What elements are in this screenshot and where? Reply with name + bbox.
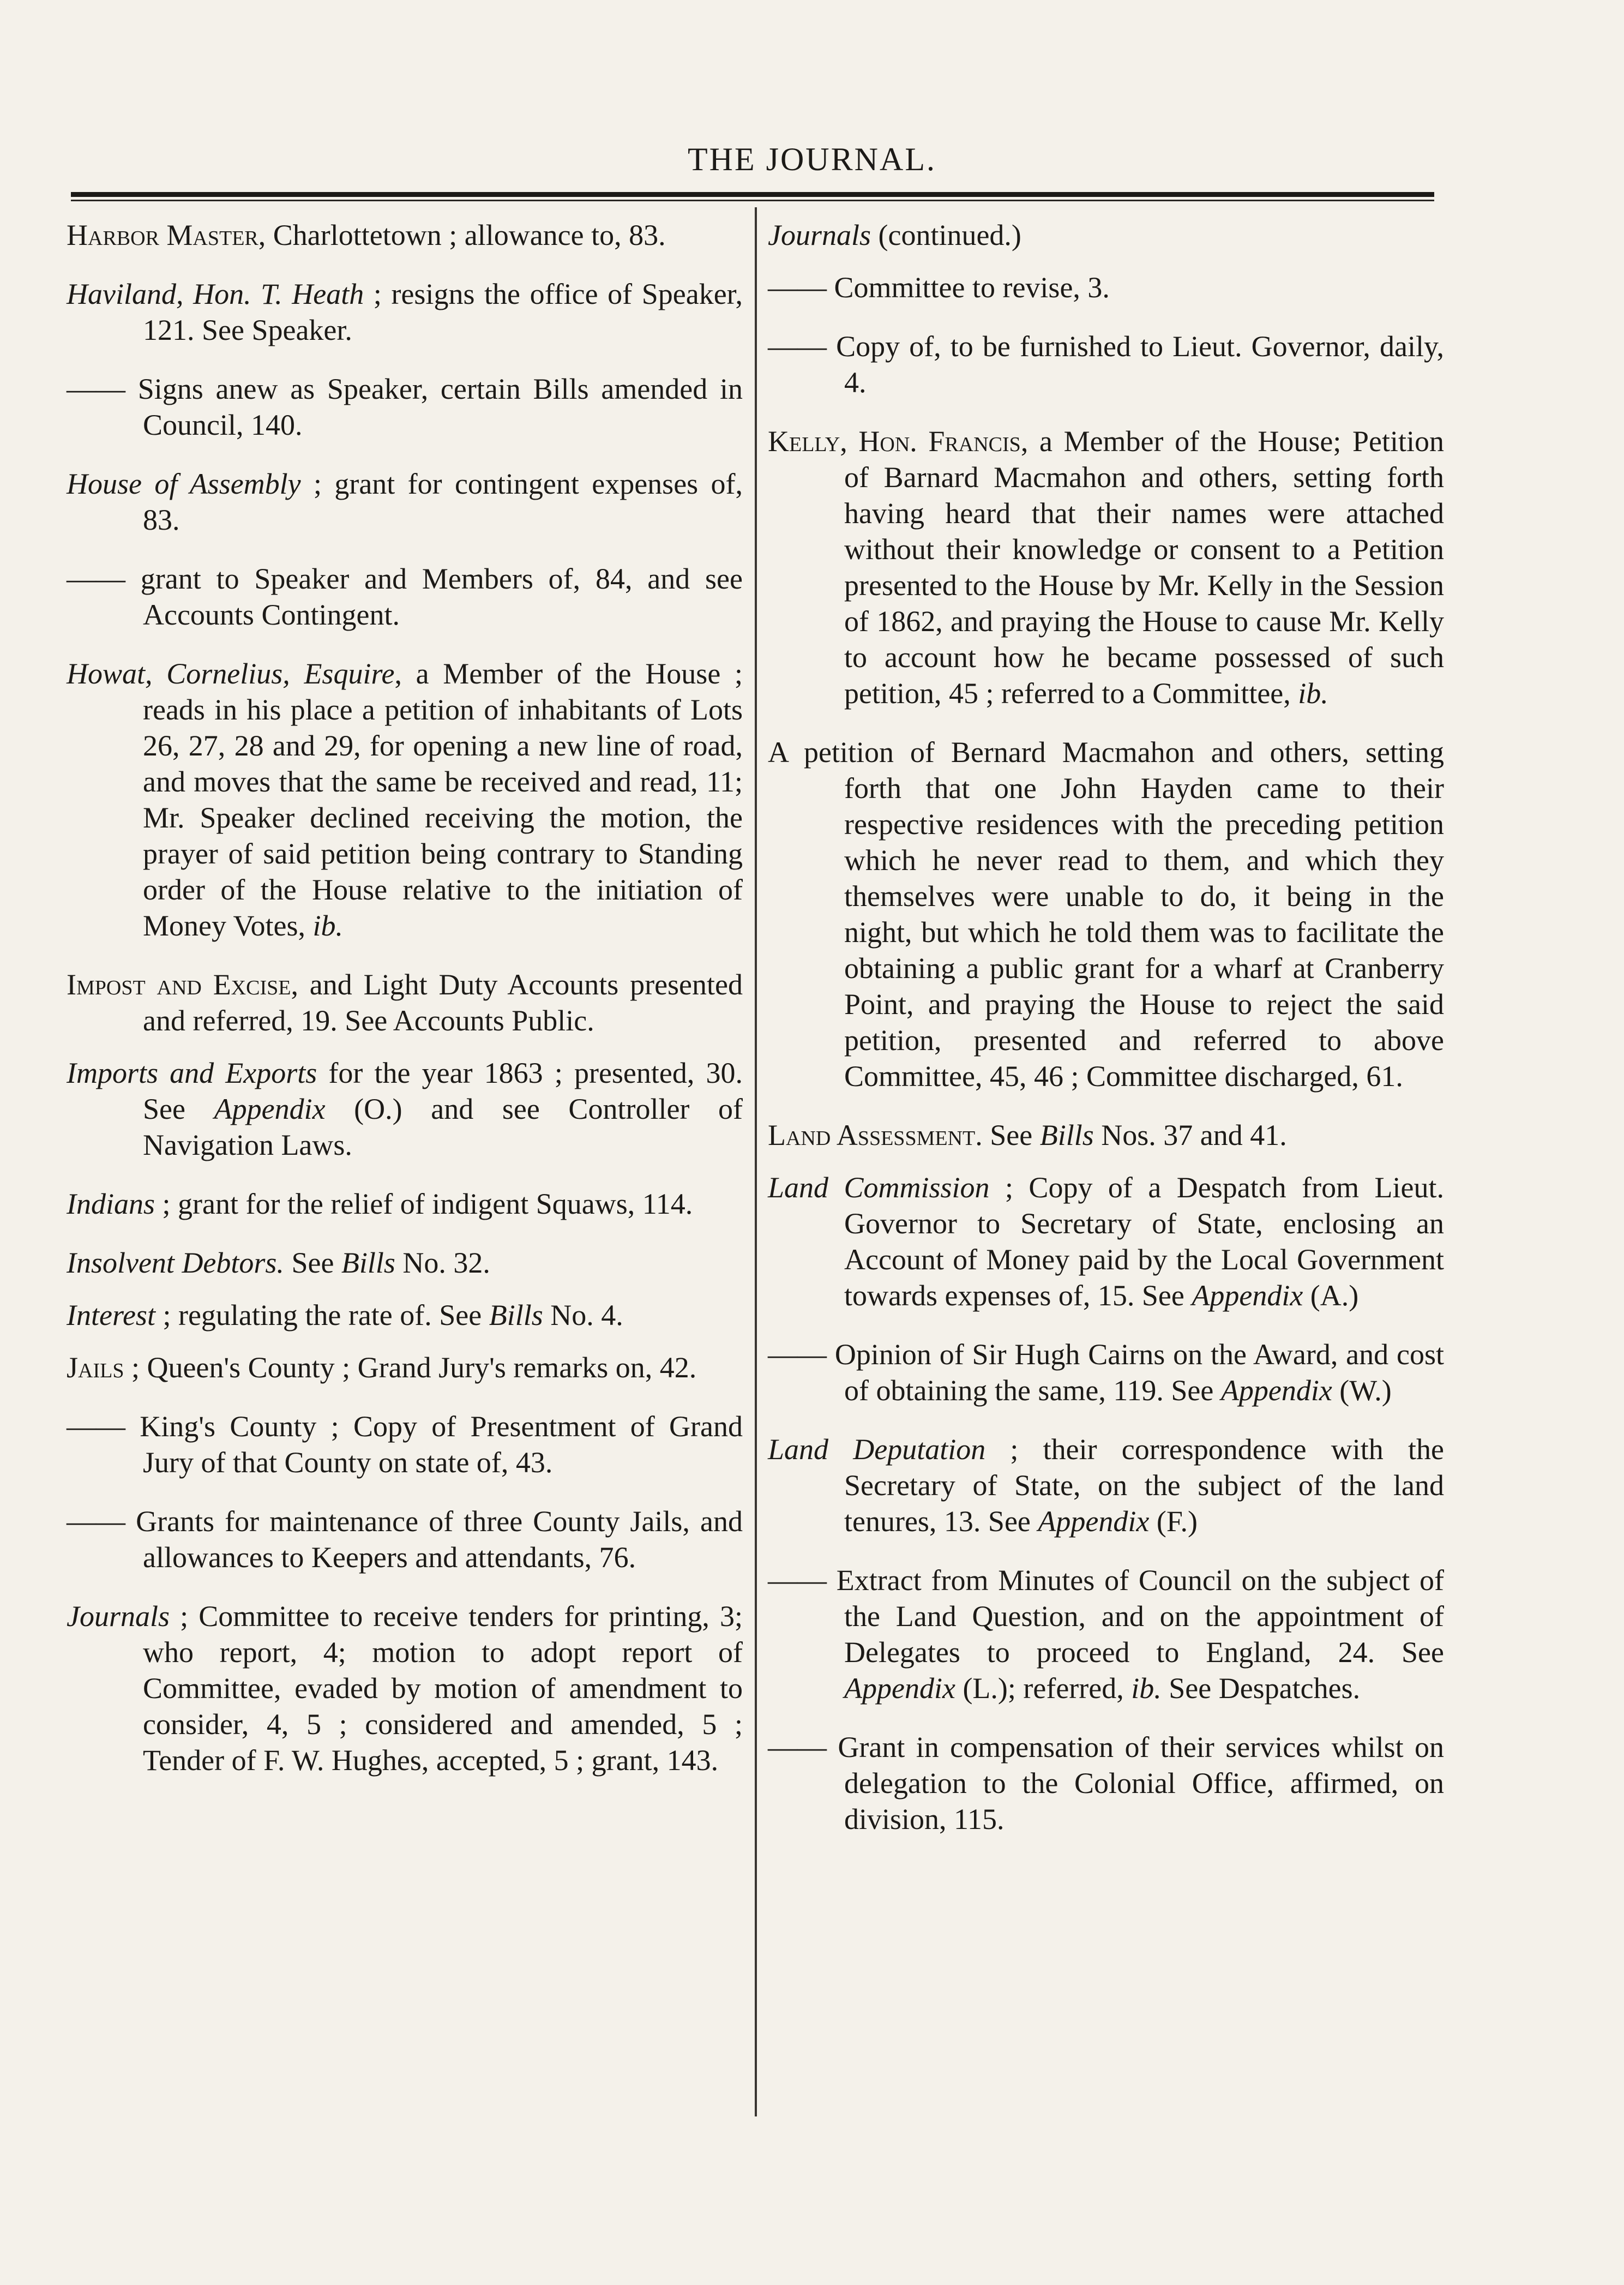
- index-entry-jails: Jails ; Queen's County ; Grand Jury's remarks on, 42.: [67, 1351, 697, 1384]
- index-entry-insolvent-debtors: Insolvent Debtors. See Bills No. 32.: [67, 1246, 490, 1279]
- index-entry-jails-grants: —— Grants for maintenance of three County Jails, and allowances to Keepers and attendants, 76.: [67, 1505, 743, 1574]
- right-column: [768, 217, 1444, 1860]
- index-entry-jails-kings-county: —— King's County ; Copy of Presentment of Grand Jury of that County on state of, 43.: [67, 1410, 743, 1479]
- index-entry-land-commission-opinion: —— Opinion of Sir Hugh Cairns on the Award, and cost of obtaining the same, 119. See Appendix (W.): [768, 1338, 1444, 1407]
- index-entry-harbor-master: Harbor Master, Charlottetown ; allowance to, 83.: [67, 219, 666, 251]
- index-entry-indians: Indians ; grant for the relief of indigent Squaws, 114.: [67, 1188, 693, 1220]
- index-entry-interest: Interest ; regulating the rate of. See Bills No. 4.: [67, 1299, 623, 1332]
- index-entry-kelly: Kelly, Hon. Francis, a Member of the House; Petition of Barnard Macmahon and others, setting forth having heard that their names were attached without their knowledge or consent to a Petition presented to the House by Mr. Kelly in the Session of 1862, and praying the House to cause Mr. Kelly to account how he became possessed of such petition, 45 ; referred to a Committee, ib.: [768, 425, 1444, 710]
- index-entry-land-assessment: Land Assessment. See Bills Nos. 37 and 41.: [768, 1119, 1287, 1152]
- index-entry-land-commission: Land Commission ; Copy of a Despatch from Lieut. Governor to Secretary of State, enclosing an Account of Money paid by the Local Government towards expenses of, 15. See Appendix (A.): [768, 1171, 1444, 1312]
- index-entry-haviland: Haviland, Hon. T. Heath ; resigns the office of Speaker, 121. See Speaker.: [67, 278, 743, 346]
- left-column: [67, 217, 743, 1801]
- index-entry-land-deputation-extract: —— Extract from Minutes of Council on the subject of the Land Question, and on the appointment of Delegates to proceed to England, 24. See Appendix (L.); referred, ib. See Despatches.: [768, 1564, 1444, 1705]
- index-entry-howat: Howat, Cornelius, Esquire, a Member of the House ; reads in his place a petition of inhabitants of Lots 26, 27, 28 and 29, for opening a new line of road, and moves that the same be received and read, 11; Mr. Speaker declined receiving the motion, the prayer of said petition being contrary to Standing order of the House relative to the initiation of Money Votes, ib.: [67, 657, 743, 942]
- page-title: THE JOURNAL.: [688, 141, 936, 177]
- index-entry-haviland-signs: —— Signs anew as Speaker, certain Bills amended in Council, 140.: [67, 373, 743, 441]
- index-entry-journals-copy: —— Copy of, to be furnished to Lieut. Governor, daily, 4.: [768, 330, 1444, 399]
- index-entry-imports-exports: Imports and Exports for the year 1863 ; presented, 30. See Appendix (O.) and see Controller of Navigation Laws.: [67, 1057, 743, 1161]
- index-entry-journals-continued: Journals (continued.): [768, 219, 1021, 251]
- column-divider: [755, 207, 757, 2116]
- index-entry-house-of-assembly: House of Assembly ; grant for contingent expenses of, 83.: [67, 467, 743, 536]
- index-entry-land-deputation-grant: —— Grant in compensation of their services whilst on delegation to the Colonial Office, affirmed, on division, 115.: [768, 1731, 1444, 1836]
- index-entry-impost-excise: Impost and Excise, and Light Duty Accounts presented and referred, 19. See Accounts Public.: [67, 968, 743, 1037]
- index-entry-land-deputation: Land Deputation ; their correspondence with the Secretary of State, on the subject of the land tenures, 13. See Appendix (F.): [768, 1433, 1444, 1538]
- header-rule-thin: [71, 200, 1434, 201]
- header-rule-thick: [71, 192, 1434, 197]
- index-entry-journals: Journals ; Committee to receive tenders for printing, 3; who report, 4; motion to adopt report of Committee, evaded by motion of amendment to consider, 4, 5 ; considered and amended, 5 ; Tender of F. W. Hughes, accepted, 5 ; grant, 143.: [67, 1600, 743, 1777]
- index-entry-house-grant: —— grant to Speaker and Members of, 84, and see Accounts Contingent.: [67, 562, 743, 631]
- index-entry-macmahon-petition: A petition of Bernard Macmahon and others, setting forth that one John Hayden came to their respective residences with the preceding petition which he never read to them, and which they themselves were unable to do, it being in the night, but which he told them was to facilitate the obtaining a public grant for a wharf at Cranberry Point, and praying the House to reject the said petition, presented and referred to above Committee, 45, 46 ; Committee discharged, 61.: [768, 736, 1444, 1093]
- index-entry-journals-revise: —— Committee to revise, 3.: [768, 271, 1110, 304]
